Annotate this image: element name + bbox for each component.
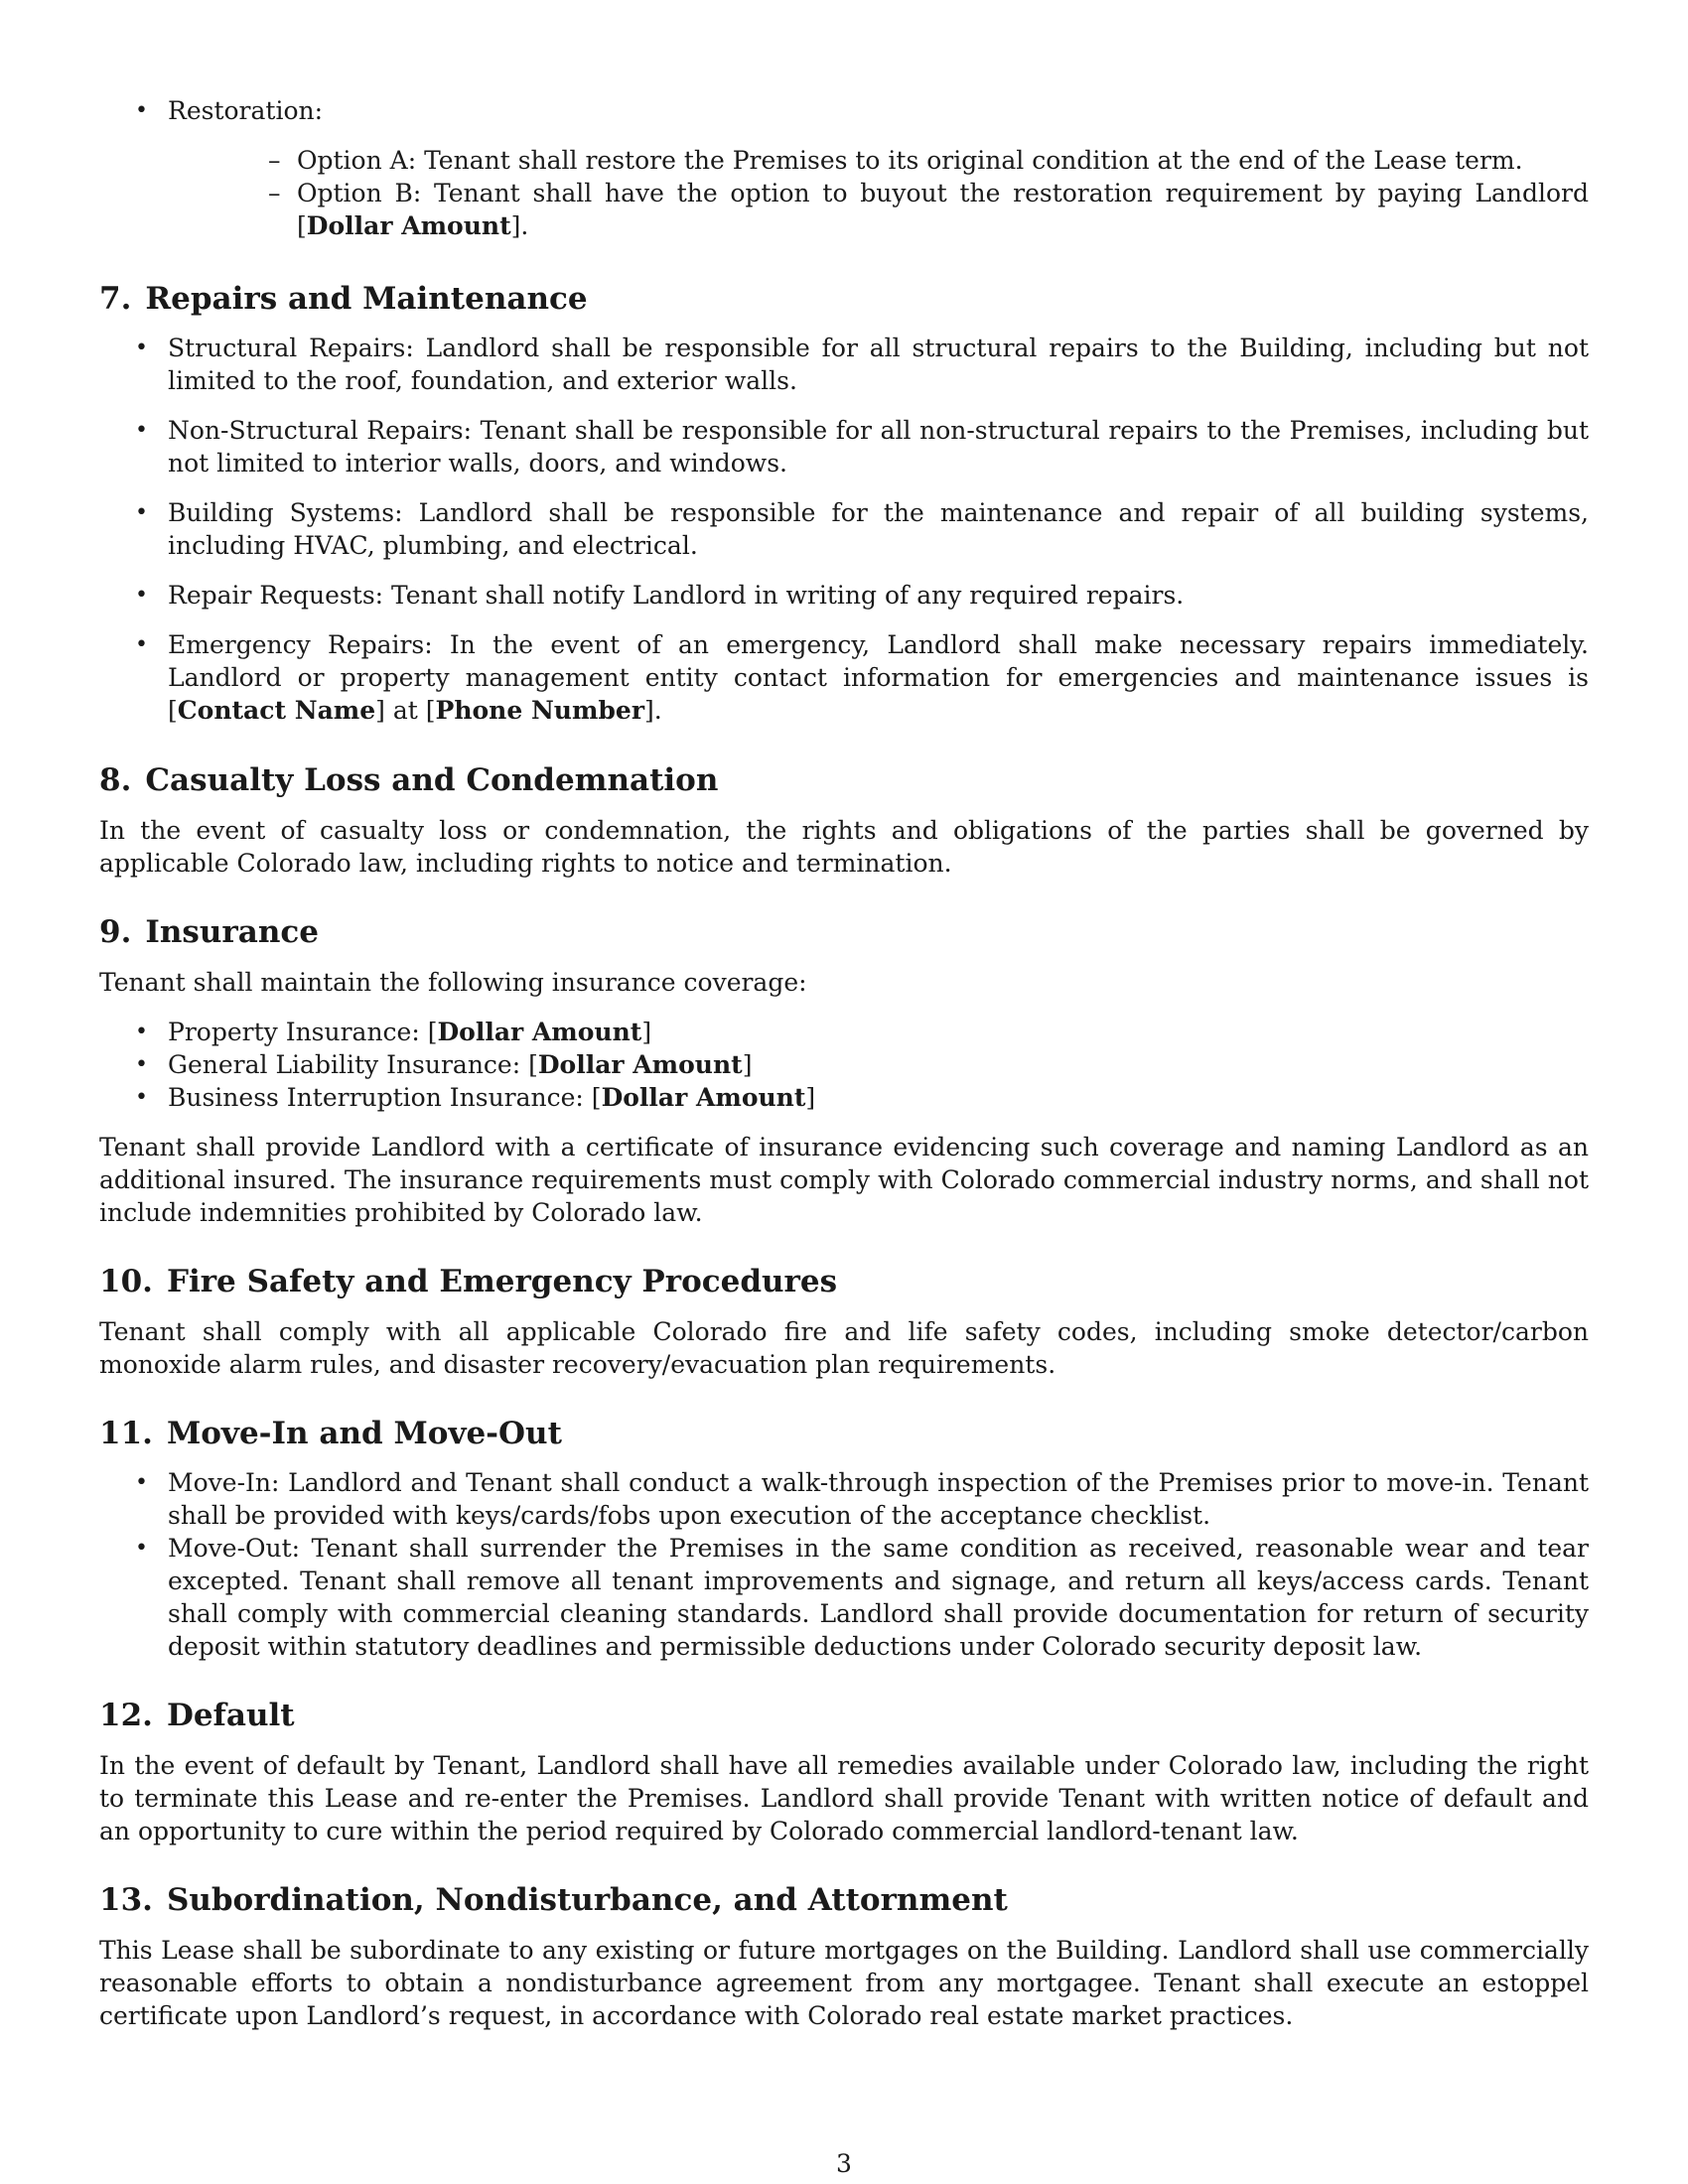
dollar-amount-placeholder: Dollar Amount [306, 211, 511, 240]
restoration-list [99, 94, 1589, 242]
section-9-heading: 9. Insurance [99, 914, 319, 950]
dollar-amount-placeholder: Dollar Amount [437, 1018, 642, 1046]
repair-requests-item: • Repair Requests: Tenant shall notify Landlord in writing of any required repairs. [99, 579, 1589, 612]
emergency-repairs-item: • Emergency Repairs: In the event of an emergency, Landlord shall make necessary repairs immediately. Landlord or property management entity contact information for emergencies and maintenance issues is [Contact Name] at [Phone Number]. [99, 628, 1589, 727]
section-12-heading: 12. Default [99, 1698, 295, 1733]
section-9-intro: Tenant shall maintain the following insurance coverage: [99, 968, 807, 997]
section-10-heading: 10. Fire Safety and Emergency Procedures [99, 1264, 838, 1299]
general-liability-insurance-item: • General Liability Insurance: [Dollar Amount] [99, 1048, 1589, 1081]
restoration-item [99, 94, 1589, 242]
move-in-item: • Move-In: Landlord and Tenant shall conduct a walk-through inspection of the Premises prior to move-in. Tenant shall be provided with keys/cards/fobs upon execution of the acceptance checklist. [99, 1466, 1589, 1532]
dollar-amount-placeholder: Dollar Amount [601, 1083, 806, 1112]
section-11-list [99, 1466, 1589, 1663]
property-insurance-item: • Property Insurance: [Dollar Amount] [99, 1016, 1589, 1048]
move-out-item: • Move-Out: Tenant shall surrender the Premises in the same condition as received, reasonable wear and tear excepted. Tenant shall remove all tenant improvements and signage, and return all keys/access cards. Tenant shall comply with commercial cleaning standards. Landlord shall provide documentation for return of security deposit within statutory deadlines and permissible deductions under Colorado security deposit law. [99, 1532, 1589, 1663]
section-13-body: This Lease shall be subordinate to any existing or future mortgages on the Building. Landlord shall use commercially reasonable efforts to obtain a nondisturbance agreement from any mortgagee. Tenant shall execute an estoppel certificate upon Landlord’s request, in accordance with Colorado real estate market practices. [99, 1936, 1589, 2030]
building-systems-item: • Building Systems: Landlord shall be responsible for the maintenance and repair of all building systems, including HVAC, plumbing, and electrical. [99, 496, 1589, 562]
section-9-body: Tenant shall provide Landlord with a certificate of insurance evidencing such coverage and naming Landlord as an additional insured. The insurance requirements must comply with Colorado commercial industry norms, and shall not include indemnities prohibited by Colorado law. [99, 1133, 1589, 1227]
insurance-list [99, 1016, 1589, 1114]
restoration-option-a: – Option A: Tenant shall restore the Premises to its original condition at the end of the Lease term. [168, 144, 1589, 177]
section-10-body: Tenant shall comply with all applicable Colorado fire and life safety codes, including smoke detector/carbon monoxide alarm rules, and disaster recovery/evacuation plan requirements. [99, 1317, 1589, 1379]
section-12-body: In the event of default by Tenant, Landlord shall have all remedies available under Colorado law, including the right to terminate this Lease and re-enter the Premises. Landlord shall provide Tenant with written notice of default and an opportunity to cure within the period required by Colorado commercial landlord-tenant law. [99, 1751, 1589, 1845]
section-8-body: In the event of casualty loss or condemnation, the rights and obligations of the parties shall be governed by applicable Colorado law, including rights to notice and termination. [99, 816, 1589, 878]
non-structural-repairs-item: • Non-Structural Repairs: Tenant shall be responsible for all non-structural repairs to the Premises, including but not limited to interior walls, doors, and windows. [99, 414, 1589, 479]
page-number: 3 [836, 2149, 852, 2178]
restoration-options [168, 144, 1589, 242]
section-13-heading: 13. Subordination, Nondisturbance, and Attornment [99, 1882, 1008, 1918]
section-11-heading: 11. Move-In and Move-Out [99, 1416, 562, 1451]
dollar-amount-placeholder: Dollar Amount [537, 1050, 743, 1079]
section-7-heading: 7. Repairs and Maintenance [99, 281, 588, 317]
restoration-label: Restoration: [168, 96, 324, 125]
restoration-option-b: – Option B: Tenant shall have the option to buyout the restoration requirement by paying Landlord [Dollar Amount]. [168, 177, 1589, 242]
business-interruption-insurance-item: • Business Interruption Insurance: [Dollar Amount] [99, 1081, 1589, 1114]
structural-repairs-item: • Structural Repairs: Landlord shall be responsible for all structural repairs to the Building, including but not limited to the roof, foundation, and exterior walls. [99, 332, 1589, 397]
phone-number-placeholder: Phone Number [435, 696, 644, 725]
document-page [99, 94, 1589, 2032]
section-7-list [99, 332, 1589, 727]
section-8-heading: 8. Casualty Loss and Condemnation [99, 762, 719, 798]
contact-name-placeholder: Contact Name [177, 696, 376, 725]
